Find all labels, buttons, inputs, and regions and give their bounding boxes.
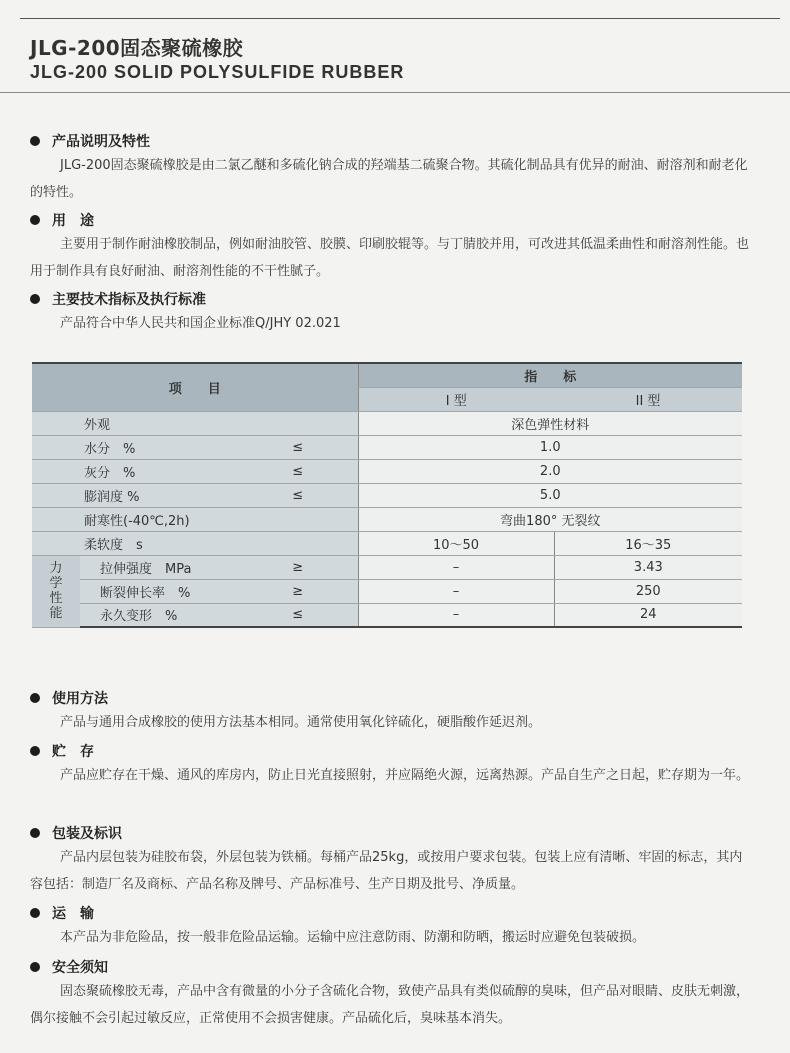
table-row [32,603,742,627]
group-label [32,555,80,627]
title-chinese: JLG-200固态聚硫橡胶 [30,36,244,60]
section-usage-method [30,687,750,736]
header-rule [0,92,790,93]
section-description [30,130,750,206]
section-heading: 安全须知 [52,960,108,976]
row-sign: ≤ [258,459,358,483]
row-sign: ≤ [258,483,358,507]
row-value-type-1: – [358,603,554,627]
row-label: 水分 % [32,435,258,459]
bullet-icon [30,908,40,918]
bullet-icon [30,962,40,972]
row-label: 耐寒性(-40℃,2h) [32,507,358,531]
row-value: 5.0 [358,483,742,507]
section-heading: 用 途 [52,213,94,229]
row-value-type-1: 10～50 [358,531,554,555]
section-standards [30,288,750,337]
bullet-icon [30,136,40,146]
table-row [32,459,742,483]
row-value: 深色弹性材料 [358,411,742,435]
header-item: 项 目 [32,363,358,411]
header-type-2: II 型 [554,387,742,411]
section-transport [30,902,750,951]
section-heading: 包装及标识 [52,826,122,842]
section-body: JLG-200固态聚硫橡胶是由二氯乙醚和多硫化钠合成的羟端基二硫聚合物。其硫化制品具有优异的耐油、耐溶剂和耐老化的特性。 [30,158,748,200]
row-label: 灰分 % [32,459,258,483]
section-heading: 运 输 [52,906,94,922]
row-value: 2.0 [358,459,742,483]
table-row [32,507,742,531]
section-heading: 主要技术指标及执行标准 [52,292,206,308]
title-english: JLG-200 SOLID POLYSULFIDE RUBBER [30,62,405,82]
header-type-1: I 型 [358,387,554,411]
row-sign: ≤ [258,435,358,459]
section-body: 产品应贮存在干燥、通风的库房内，防止日光直接照射，并应隔绝火源，远离热源。产品自生产之日起，贮存期为一年。 [60,768,750,783]
bullet-icon [30,828,40,838]
row-label: 断裂伸长率 % [80,579,258,603]
row-value-type-2: 16～35 [554,531,742,555]
row-label: 拉伸强度 MPa [80,555,258,579]
section-heading: 产品说明及特性 [52,134,150,150]
row-sign: ≤ [258,603,358,627]
section-heading: 使用方法 [52,691,108,707]
bullet-icon [30,746,40,756]
row-label: 外观 [32,411,358,435]
row-label: 膨润度 % [32,483,258,507]
row-value: 弯曲180° 无裂纹 [358,507,742,531]
table-row [32,579,742,603]
top-rule [20,18,780,19]
table-row [32,555,742,579]
table-row [32,531,742,555]
row-value-type-2: 24 [554,603,742,627]
section-safety [30,956,750,1032]
table-row [32,435,742,459]
row-value-type-2: 250 [554,579,742,603]
row-label: 永久变形 % [80,603,258,627]
row-value-type-2: 3.43 [554,555,742,579]
section-storage [30,740,750,789]
table-header-row [32,363,742,387]
spec-table [32,362,742,628]
section-body: 产品符合中华人民共和国企业标准Q/JHY 02.021 [60,316,341,331]
group-label-text: 力学性能 [49,561,63,621]
section-body: 本产品为非危险品，按一般非危险品运输。运输中应注意防雨、防潮和防晒，搬运时应避免包装破损。 [60,930,646,945]
section-body: 产品内层包装为硅胶布袋，外层包装为铁桶。每桶产品25kg，或按用户要求包装。包装上应有清晰、牢固的标志，其内容包括：制造厂名及商标、产品名称及牌号、产品标准号、生产日期及批号、净质量。 [30,850,743,892]
row-value-type-1: – [358,555,554,579]
row-value: 1.0 [358,435,742,459]
bullet-icon [30,693,40,703]
bullet-icon [30,294,40,304]
section-body: 主要用于制作耐油橡胶制品，例如耐油胶管、胶膜、印刷胶辊等。与丁腈胶并用，可改进其低温柔曲性和耐溶剂性能。也用于制作具有良好耐油、耐溶剂性能的不干性腻子。 [30,237,750,279]
table-row [32,411,742,435]
row-sign: ≥ [258,555,358,579]
section-packaging [30,822,750,898]
header-index: 指 标 [358,363,742,387]
bullet-icon [30,215,40,225]
section-body: 固态聚硫橡胶无毒，产品中含有微量的小分子含硫化合物，致使产品具有类似硫醇的臭味，但产品对眼睛、皮肤无刺激，偶尔接触不会引起过敏反应，正常使用不会损害健康。产品硫化后，臭味基本消失。 [30,984,750,1026]
row-value-type-1: – [358,579,554,603]
section-heading: 贮 存 [52,744,94,760]
section-body: 产品与通用合成橡胶的使用方法基本相同。通常使用氧化锌硫化，硬脂酸作延迟剂。 [60,715,542,730]
table-row [32,483,742,507]
row-label: 柔软度 s [32,531,358,555]
section-usage [30,209,750,285]
row-sign: ≥ [258,579,358,603]
